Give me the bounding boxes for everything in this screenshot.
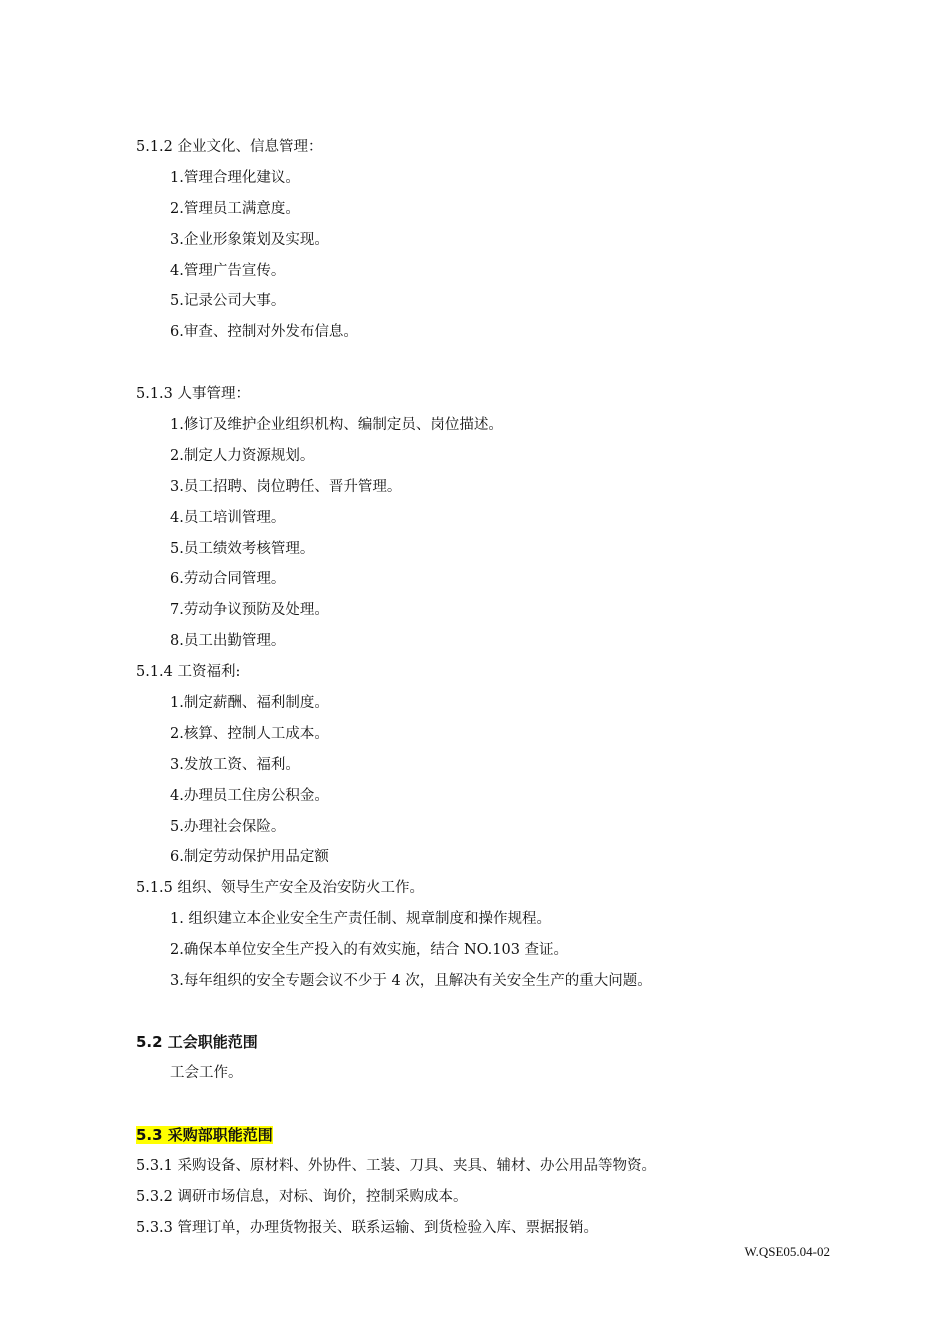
list-item: 3.员工招聘、岗位聘任、晋升管理。	[170, 479, 402, 495]
list-item: 4.管理广告宣传。	[170, 263, 286, 279]
list-item: 5.3.2 调研市场信息，对标、询价，控制采购成本。	[136, 1189, 468, 1205]
highlighted-heading-text: 5.3 采购部职能范围	[136, 1126, 273, 1144]
list-item: 1.修订及维护企业组织机构、编制定员、岗位描述。	[170, 417, 503, 433]
list-item: 6.劳动合同管理。	[170, 571, 286, 587]
list-item: 5.办理社会保险。	[170, 819, 286, 835]
list-item: 5.记录公司大事。	[170, 293, 286, 309]
list-item: 8.员工出勤管理。	[170, 633, 286, 649]
list-item: 3.每年组织的安全专题会议不少于 4 次，且解决有关安全生产的重大问题。	[170, 973, 652, 989]
document-code-footer: W.QSE05.04-02	[744, 1244, 830, 1259]
section-heading-5-1-2: 5.1.2 企业文化、信息管理：	[136, 139, 323, 155]
section-heading-5-2: 5.2 工会职能范围	[136, 1033, 258, 1051]
list-item: 7.劳动争议预防及处理。	[170, 602, 329, 618]
section-body: 工会工作。	[170, 1065, 243, 1081]
list-item: 2.制定人力资源规划。	[170, 448, 315, 464]
list-item: 1.制定薪酬、福利制度。	[170, 695, 329, 711]
section-heading-5-1-3: 5.1.3 人事管理：	[136, 386, 251, 402]
list-item: 2.确保本单位安全生产投入的有效实施，结合 NO.103 查证。	[170, 942, 569, 958]
list-item: 5.员工绩效考核管理。	[170, 541, 315, 557]
section-heading-5-3	[136, 1126, 273, 1144]
list-item: 4.员工培训管理。	[170, 510, 286, 526]
list-item: 5.3.1 采购设备、原材料、外协件、工装、刀具、夹具、辅材、办公用品等物资。	[136, 1158, 657, 1174]
list-item: 4.办理员工住房公积金。	[170, 788, 329, 804]
list-item: 5.3.3 管理订单，办理货物报关、联系运输、到货检验入库、票据报销。	[136, 1220, 599, 1236]
list-item: 6.制定劳动保护用品定额	[170, 849, 329, 865]
section-heading-5-1-4: 5.1.4 工资福利:	[136, 664, 241, 680]
list-item: 2.核算、控制人工成本。	[170, 726, 329, 742]
list-item: 1. 组织建立本企业安全生产责任制、规章制度和操作规程。	[170, 911, 551, 927]
list-item: 1.管理合理化建议。	[170, 170, 300, 186]
list-item: 2.管理员工满意度。	[170, 201, 300, 217]
list-item: 6.审查、控制对外发布信息。	[170, 324, 358, 340]
list-item: 3.企业形象策划及实现。	[170, 232, 329, 248]
list-item: 3.发放工资、福利。	[170, 757, 300, 773]
section-heading-5-1-5: 5.1.5 组织、领导生产安全及治安防火工作。	[136, 880, 425, 896]
